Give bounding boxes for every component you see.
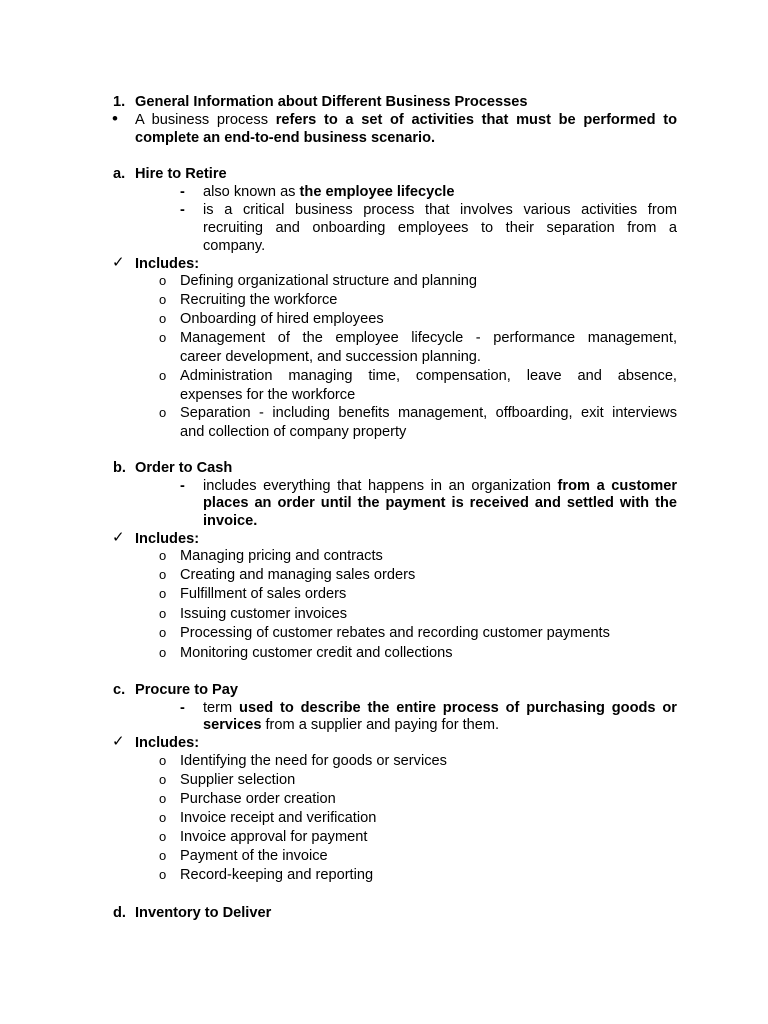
circle-bullet-icon: o — [159, 311, 167, 326]
circle-bullet-icon: o — [159, 829, 167, 844]
section-b-letter: b. — [113, 460, 126, 476]
list-item-continuation: expenses for the workforce — [180, 387, 356, 403]
section-b-title: Order to Cash — [135, 460, 233, 476]
dash-icon: - — [180, 478, 185, 494]
list-item: Administration managing time, compensation, leave and absence, — [180, 368, 677, 384]
circle-bullet-icon: o — [159, 606, 167, 621]
list-item: Issuing customer invoices — [180, 606, 348, 622]
section-a-title: Hire to Retire — [135, 166, 227, 182]
circle-bullet-icon: o — [159, 645, 167, 660]
circle-bullet-icon: o — [159, 791, 167, 806]
section-c-includes-label: Includes: — [135, 735, 200, 751]
list-item: Management of the employee lifecycle - performance management, — [180, 330, 677, 346]
section-c-desc-line-2: services from a supplier and paying for them. — [203, 717, 500, 733]
list-item: Invoice receipt and verification — [180, 810, 377, 826]
list-item: Defining organizational structure and planning — [180, 273, 477, 289]
section-c-title: Procure to Pay — [135, 682, 239, 698]
section-a-includes-label: Includes: — [135, 256, 200, 272]
list-item: Invoice approval for payment — [180, 829, 368, 845]
intro-line-2: complete an end-to-end business scenario. — [135, 130, 436, 146]
dash-icon: - — [180, 700, 185, 716]
list-item: Processing of customer rebates and recording customer payments — [180, 625, 610, 641]
circle-bullet-icon: o — [159, 867, 167, 882]
circle-bullet-icon: o — [159, 848, 167, 863]
heading-title: General Information about Different Business Processes — [135, 94, 528, 110]
checkmark-icon: ✓ — [112, 254, 125, 271]
dash-icon: - — [180, 202, 185, 218]
bullet-icon: • — [112, 109, 118, 128]
section-b-desc-line-3: invoice. — [203, 513, 258, 529]
circle-bullet-icon: o — [159, 753, 167, 768]
section-a-desc-2-line-2: recruiting and onboarding employees to their separation from a — [203, 220, 677, 236]
circle-bullet-icon: o — [159, 292, 167, 307]
list-item: Purchase order creation — [180, 791, 336, 807]
circle-bullet-icon: o — [159, 273, 167, 288]
circle-bullet-icon: o — [159, 810, 167, 825]
section-d-letter: d. — [113, 905, 126, 921]
list-item: Separation - including benefits management, offboarding, exit interviews — [180, 405, 677, 421]
list-item: Identifying the need for goods or services — [180, 753, 447, 769]
list-item: Managing pricing and contracts — [180, 548, 383, 564]
section-b-desc-line-1: includes everything that happens in an organization from a customer — [203, 478, 677, 494]
list-item-continuation: career development, and succession planning. — [180, 349, 481, 365]
circle-bullet-icon: o — [159, 368, 167, 383]
list-item: Supplier selection — [180, 772, 296, 788]
section-a-letter: a. — [113, 166, 126, 182]
section-b-desc-line-2: places an order until the payment is received and settled with the — [203, 495, 677, 511]
circle-bullet-icon: o — [159, 405, 167, 420]
circle-bullet-icon: o — [159, 330, 167, 345]
section-c-desc-line-1: term used to describe the entire process of purchasing goods or — [203, 700, 677, 716]
list-item-continuation: and collection of company property — [180, 424, 407, 440]
list-item: Payment of the invoice — [180, 848, 328, 864]
list-item: Recruiting the workforce — [180, 292, 338, 308]
circle-bullet-icon: o — [159, 548, 167, 563]
circle-bullet-icon: o — [159, 586, 167, 601]
circle-bullet-icon: o — [159, 567, 167, 582]
list-item: Onboarding of hired employees — [180, 311, 384, 327]
checkmark-icon: ✓ — [112, 529, 125, 546]
circle-bullet-icon: o — [159, 625, 167, 640]
section-a-desc-2-line-1: is a critical business process that involves various activities from — [203, 202, 677, 218]
list-item: Record-keeping and reporting — [180, 867, 374, 883]
checkmark-icon: ✓ — [112, 733, 125, 750]
heading-number: 1. — [113, 94, 126, 110]
section-c-letter: c. — [113, 682, 126, 698]
intro-line-1: A business process refers to a set of activities that must be performed to — [135, 112, 677, 128]
list-item: Creating and managing sales orders — [180, 567, 416, 583]
section-d-title: Inventory to Deliver — [135, 905, 272, 921]
list-item: Monitoring customer credit and collections — [180, 645, 453, 661]
section-a-desc-1: also known as the employee lifecycle — [203, 184, 455, 200]
section-b-includes-label: Includes: — [135, 531, 200, 547]
list-item: Fulfillment of sales orders — [180, 586, 347, 602]
dash-icon: - — [180, 184, 185, 200]
circle-bullet-icon: o — [159, 772, 167, 787]
section-a-desc-2-line-3: company. — [203, 238, 266, 254]
